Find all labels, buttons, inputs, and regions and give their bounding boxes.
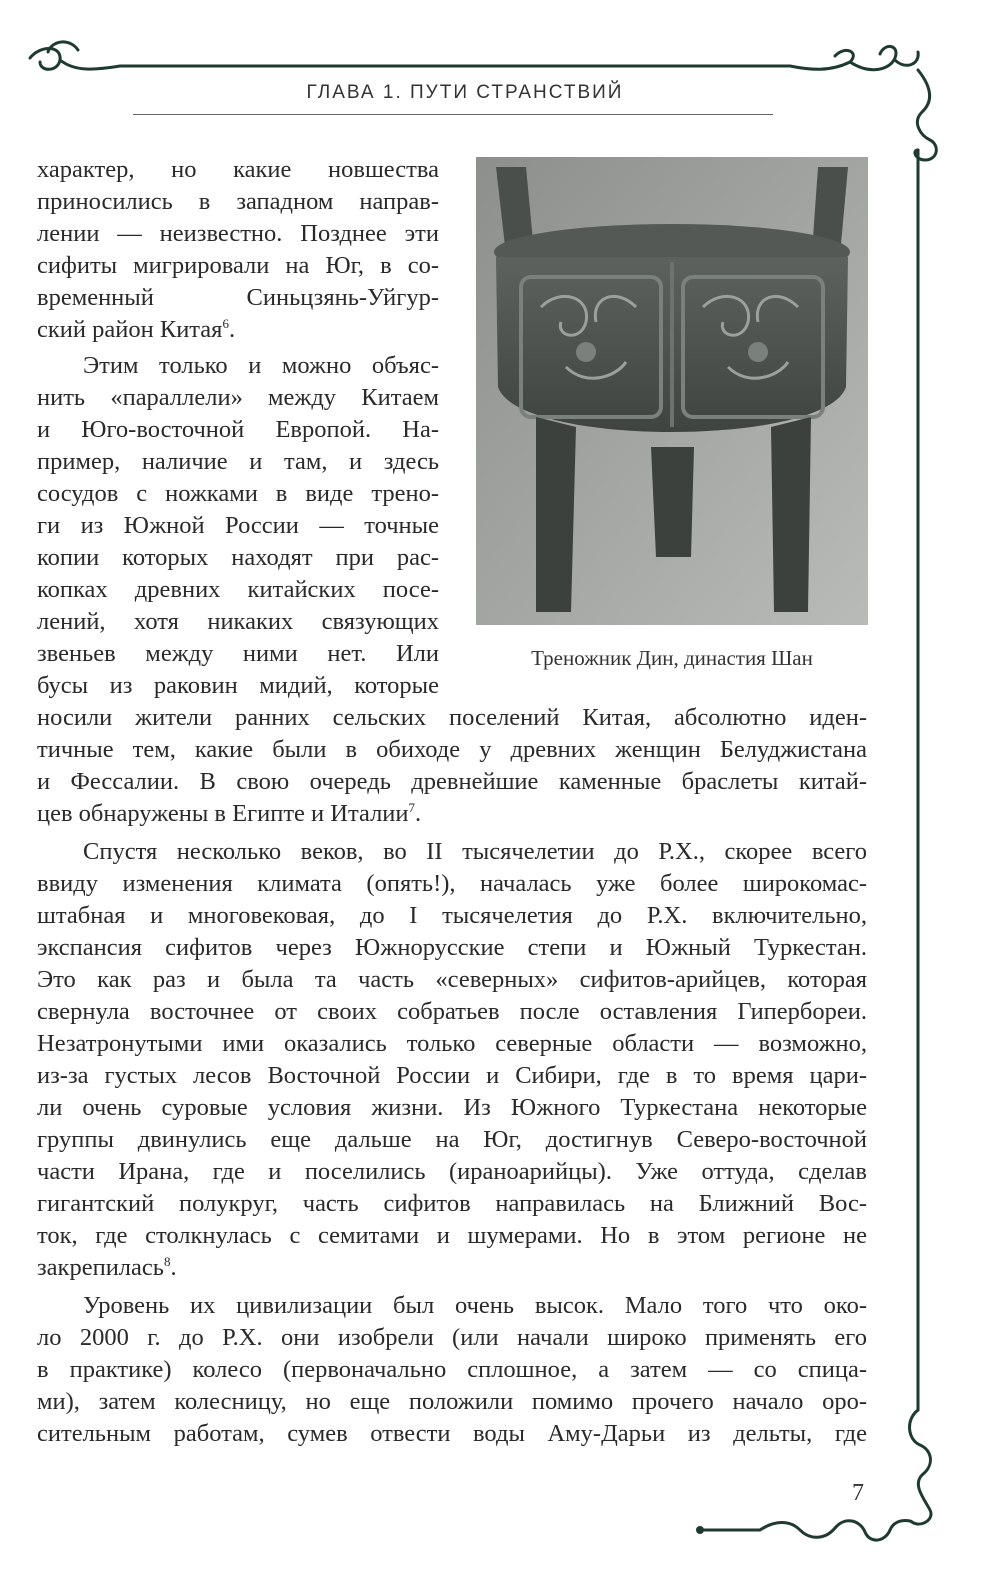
text-line: части Ирана, где и поселились (иранoарийцы). Уже оттуда, сделав bbox=[37, 1158, 867, 1185]
text-line: из-за густых лесов Восточной России и Сибири, где в то время цари- bbox=[37, 1062, 867, 1089]
text-line: звеньев между ними нет. Или bbox=[37, 640, 439, 667]
text-line: Это как раз и была та часть «северных» сифитов-арийцев, которая bbox=[37, 966, 867, 993]
ding-tripod-photo bbox=[476, 157, 868, 625]
text-line: гигантский полукруг, часть сифитов направилась на Ближний Вос- bbox=[37, 1190, 867, 1217]
text-line: Этим только и можно объяс- bbox=[83, 352, 439, 379]
text-line: лении — неизвестно. Позднее эти bbox=[37, 220, 439, 247]
text-line: штабная и многовековая, до I тысячелетия до Р.Х. включительно, bbox=[37, 902, 867, 929]
page-number: 7 bbox=[852, 1480, 864, 1506]
text-line: характер, но какие новшества bbox=[37, 156, 439, 183]
text-line: ввиду изменения климата (опять!), началась уже более широкомас- bbox=[37, 870, 867, 897]
text-line: пример, наличие и там, и здесь bbox=[37, 448, 439, 475]
text-line: сительным работам, сумев отвести воды Аму-Дарьи из дельты, где bbox=[37, 1420, 867, 1447]
flourish-top-left bbox=[30, 42, 120, 69]
text-line: ток, где столкнулась с семитами и шумерами. Но в этом регионе не bbox=[37, 1222, 867, 1249]
text-line: ли очень суровые условия жизни. Из Южного Туркестана некоторые bbox=[37, 1094, 867, 1121]
text-line: временный Синьцзянь-Уйгур- bbox=[37, 284, 439, 311]
flourish-bottom bbox=[700, 1520, 912, 1540]
ding-tripod-image bbox=[476, 157, 868, 625]
text-line: ло 2000 г. до Р.Х. они изобрели (или начали широко применять его bbox=[37, 1324, 867, 1351]
text-line: и Юго-восточной Европой. На- bbox=[37, 416, 439, 443]
text-line: группы двинулись еще дальше на Юг, достигнув Северо-восточной bbox=[37, 1126, 867, 1153]
text-line: приносились в западном направ- bbox=[37, 188, 439, 215]
running-header: ГЛАВА 1. ПУТИ СТРАНСТВИЙ bbox=[306, 82, 624, 103]
text-line: Уровень их цивилизации был очень высок. Мало того что око- bbox=[83, 1292, 867, 1319]
footnote-ref[interactable]: 7 bbox=[408, 799, 416, 815]
flourish-right-upper bbox=[915, 70, 936, 160]
header-rule bbox=[133, 114, 773, 115]
text-line: тичные тем, какие были в обиходе у древних женщин Белуджистана bbox=[37, 736, 867, 763]
flourish-right-lower bbox=[910, 1410, 931, 1524]
text-line: сифиты мигрировали на Юг, в со- bbox=[37, 252, 439, 279]
footnote-ref[interactable]: 6 bbox=[222, 315, 229, 331]
text-line: экспансия сифитов через Южнорусские степи и Южный Туркестан. bbox=[37, 934, 867, 961]
text-line: и Фессалии. В свою очередь древнейшие каменные браслеты китай- bbox=[37, 768, 867, 795]
text-line: закрепилась$^8$. bbox=[37, 1253, 177, 1281]
footnote-ref[interactable]: 8 bbox=[163, 1253, 171, 1269]
text-line: ский район Китая$^6$. bbox=[37, 315, 236, 343]
text-line: нить «параллели» между Китаем bbox=[37, 384, 439, 411]
flourish-top-right bbox=[790, 46, 918, 69]
text-line: ми), затем колесницу, но еще положили помимо прочего начало оро- bbox=[37, 1388, 867, 1415]
text-line: ги из Южной России — точные bbox=[37, 512, 439, 539]
text-line: копках древних китайских посе- bbox=[37, 576, 439, 603]
text-line: Спустя несколько веков, во II тысячелетии до Р.Х., скорее всего bbox=[83, 838, 867, 865]
text-line: цев обнаружены в Египте и Италии$^7$. bbox=[37, 799, 422, 827]
text-line: сосудов с ножками в виде трено- bbox=[37, 480, 439, 507]
text-line: носили жители ранних сельских поселений Китая, абсолютно иден- bbox=[37, 704, 867, 731]
figure-caption: Треножник Дин, династия Шан bbox=[531, 646, 813, 670]
text-line: лений, хотя никаких связующих bbox=[37, 608, 439, 635]
text-line: свернула восточнее от своих собратьев после оставления Гипербореи. bbox=[37, 998, 867, 1025]
text-line: Незатронутыми ими оказались только северные области — возможно, bbox=[37, 1030, 867, 1057]
text-line: копии которых находят при рас- bbox=[37, 544, 439, 571]
text-line: в практике) колесо (первоначально сплошное, а затем — со спица- bbox=[37, 1356, 867, 1383]
text-line: бусы из раковин мидий, которые bbox=[37, 672, 439, 699]
